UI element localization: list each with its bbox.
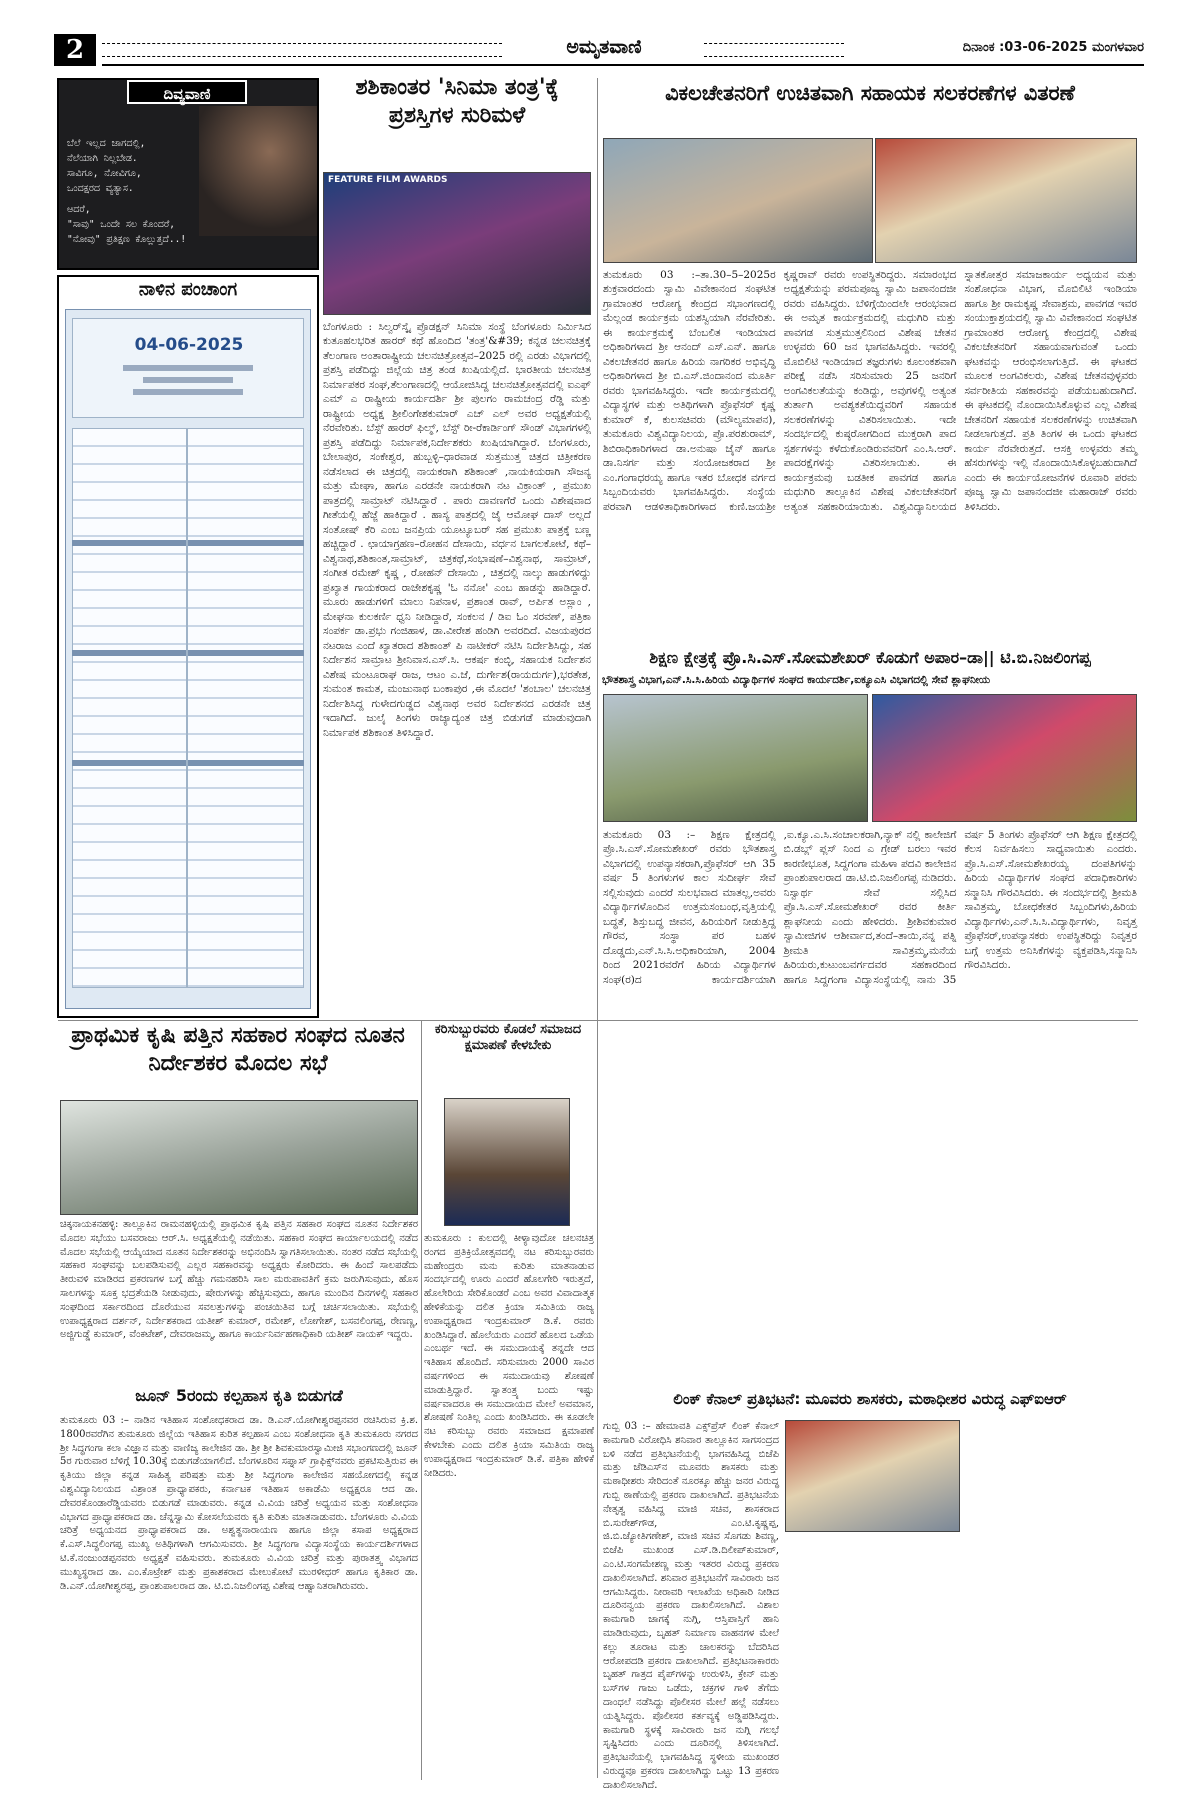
article7-body: ಗುಬ್ಬಿ 03 :– ಹೇಮಾವತಿ ಎಕ್ಸ್‌ಪ್ರೆಸ್ ಲಿಂಕ್ ಕೆನಾಲ್ ಕಾಮಗಾರಿ ವಿರೋಧಿಸಿ ಶನಿವಾರ ತಾಲ್ಲೂಕಿನ ಸಾಗಸಂದ್ರದ ಬಳಿ ನಡೆದ ಪ್ರತಿಭಟನೆಯಲ್ಲಿ ಭಾಗವಹಿಸಿದ್ದ ಬಿಜೆಪಿ ಮತ್ತು ಜೆಡಿಎಸ್‌ನ ಮೂವರು ಶಾಸಕರು ಮತ್ತು ಮಠಾಧೀಶರು ಸೇರಿದಂತೆ ನೂರಕ್ಕೂ ಹೆಚ್ಚು ಜನರ ವಿರುದ್ಧ ಗುಬ್ಬಿ ಠಾಣೆಯಲ್ಲಿ ಪ್ರಕರಣ ದಾಖಲಾಗಿದೆ. ಪ್ರತಿಭಟನೆಯ ನೇತೃತ್ವ ವಹಿಸಿದ್ದ ಮಾಜಿ ಸಚಿವ, ಶಾಸಕರಾದ ಬಿ.ಸುರೇಶ್‌ಗೌಡ, ಎಂ.ಟಿ.ಕೃಷ್ಣಪ್ಪ, ಜಿ.ಬಿ.ಜ್ಯೋತಿಗಣೇಶ್, ಮಾಜಿ ಸಚಿವ ಸೊಗಡು ಶಿವಣ್ಣ, ಬಿಜೆಪಿ ಮುಖಂಡ ಎಸ್.ಡಿ.ದಿಲೀಪ್‌ಕುಮಾರ್, ಎಂ.ಟಿ.ಸಂಗಮೇಶಣ್ಣ ಮತ್ತು ಇತರರ ವಿರುದ್ಧ ಪ್ರಕರಣ ದಾಖಲಿಸಲಾಗಿದೆ. ಶನಿವಾರ ಪ್ರತಿಭಟನೆಗೆ ಸಾವಿರಾರು ಜನ ಆಗಮಿಸಿದ್ದರು. ನೀರಾವರಿ ಇಲಾಖೆಯ ಅಧಿಕಾರಿ ನೀಡಿದ ದೂರಿನನ್ವಯ ಪ್ರಕರಣ ದಾಖಲಿಸಲಾಗಿದೆ. ವಿಶಾಲ ಕಾಮಗಾರಿ ಜಾಗಕ್ಕೆ ನುಗ್ಗಿ, ಆಸ್ತಿಪಾಸ್ತಿಗೆ ಹಾನಿ ಮಾಡಿರುವುದು, ಬೃಹತ್ ನಿರ್ಮಾಣ ವಾಹನಗಳ ಮೇಲೆ ಕಲ್ಲು ತೂರಾಟ ಮತ್ತು ಚಾಲಕರನ್ನು ಬೆದರಿಸಿದ ಆರೋಪದಡಿ ಪ್ರಕರಣ ದಾಖಲಾಗಿದೆ. ಪ್ರತಿಭಟನಾಕಾರರು ಬೃಹತ್ ಗಾತ್ರದ ಪೈಪ್‌ಗಳನ್ನು ಉರುಳಿಸಿ, ಕ್ರೇನ್ ಮತ್ತು ಬಸ್‌ಗಳ ಗಾಜು ಒಡೆದು, ಚಕ್ರಗಳ ಗಾಳಿ ತೆಗೆದು ದಾಂಧಲೆ ನಡೆಸಿದ್ದು ಪೊಲೀಸರ ಮೇಲೆ ಹಲ್ಲೆ ನಡೆಸಲು ಯತ್ನಿಸಿದ್ದರು. ಪೊಲೀಸರ ಕರ್ತವ್ಯಕ್ಕೆ ಅಡ್ಡಿಪಡಿಸಿದ್ದರು. ಕಾಮಗಾರಿ ಸ್ಥಳಕ್ಕೆ ಸಾವಿರಾರು ಜನ ನುಗ್ಗಿ ಗಲಭೆ ಸೃಷ್ಟಿಸಿದರು ಎಂದು ದೂರಿನಲ್ಲಿ ತಿಳಿಸಲಾಗಿದೆ. ಪ್ರತಿಭಟನೆಯಲ್ಲಿ ಭಾಗವಹಿಸಿದ್ದ ಸ್ಥಳೀಯ ಮುಖಂಡರ ವಿರುದ್ಧವೂ ಪ್ರಕರಣ ದಾಖಲಾಗಿದ್ದು ಒಟ್ಟು 13 ಪ್ರಕರಣ ದಾಖಲಿಸಲಾಗಿದೆ. xyxy=(603,1421,779,1791)
article3-subhead: ಭೌತಶಾಸ್ತ್ರ ವಿಭಾಗ,ಎನ್.ಸಿ.ಸಿ.ಹಿರಿಯ ವಿದ್ಯಾರ್ಥಿಗಳ ಸಂಘದ ಕಾರ್ಯದರ್ಶಿ,ಐಕ್ಯೂಎಸಿ ವಿಭಾಗದಲ್ಲಿ ಸೇವೆ ಶ್ಲಾಘನೀಯ xyxy=(602,674,991,686)
article5-portrait xyxy=(444,1098,570,1226)
photo-caption: FEATURE FILM AWARDS xyxy=(328,175,448,185)
article1-photo xyxy=(323,172,591,315)
divider xyxy=(58,1020,1138,1021)
article3-body: ತುಮಕೂರು 03 :– ಶಿಕ್ಷಣ ಕ್ಷೇತ್ರದಲ್ಲಿ ಪ್ರೊ.ಸಿ.ಎಸ್.ಸೋಮಶೇಖರ್ ರವರು ಭೌತಶಾಸ್ತ್ರ ವಿಭಾಗದಲ್ಲಿ ಉಪನ್ಯಾಸಕರಾಗಿ,ಪ್ರೊಫೆಸರ್ ಆಗಿ 35 ವರ್ಷ 5 ತಿಂಗಳುಗಳ ಕಾಲ ಸುದೀರ್ಘ ಸೇವೆ ಸಲ್ಲಿಸುವುದು ಎಂದರೆ ಸುಲಭವಾದ ಮಾತಲ್ಲ,ಅವರು ವಿದ್ಯಾರ್ಥಿಗಳೊಂದಿನ ಉತ್ತಮಸಂಬಂಧ,ವೃತ್ತಿಯಲ್ಲಿ ಬದ್ಧತೆ, ಶಿಸ್ತುಬದ್ಧ ಜೀವನ, ಹಿರಿಯರಿಗೆ ನೀಡುತ್ತಿದ್ದ ಗೌರವ, ಸಂಸ್ಥಾ ಪರ ಬಹಳ ದೊಡ್ಡದು,ಎನ್.ಸಿ.ಸಿ.ಅಧಿಕಾರಿಯಾಗಿ, 2004 ರಿಂದ 2021ರವರೆಗೆ ಹಿರಿಯ ವಿದ್ಯಾರ್ಥಿಗಳ ಸಂಘ(ರ)ದ ಕಾರ್ಯದರ್ಶಿಯಾಗಿ ,ಐ.ಕ್ಯೂ.ಎ.ಸಿ.ಸಂಚಾಲಕರಾಗಿ,ನ್ಯಾಕ್ ನಲ್ಲಿ ಕಾಲೇಜಿಗೆ ಬಿ.ಡಬ್ಲ್ ಪ್ಲಸ್ ನಿಂದ ಎ ಗ್ರೇಡ್ ಬರಲು ಇವರ ಕಾರಣೀಭೂತ, ಸಿದ್ದಗಂಗಾ ಮಹಿಳಾ ಪದವಿ ಕಾಲೇಜಿನ ಪ್ರಾಂಶುಪಾಲರಾದ ಡಾ.ಟಿ.ಬಿ.ನಿಜಲಿಂಗಪ್ಪ ನುಡಿದರು. ನಿಸ್ವಾರ್ಥ ಸೇವೆ ಸಲ್ಲಿಸಿದ ಪ್ರೊ.ಸಿ.ಎಸ್.ಸೋಮಶೇಖರ್ ರವರ ಕೀರ್ತಿ ಶ್ಲಾಘನೀಯ ಎಂದು ಹೇಳಿದರು. ಶ್ರೀಶಿವಕುಮಾರ ಸ್ವಾಮೀಜಿಗಳ ಆಶೀರ್ವಾದ,ತಂದೆ–ತಾಯಿ,ನನ್ನ ಪತ್ನಿ ಶ್ರೀಮತಿ ಸಾವಿತ್ರಮ್ಮ,ಮನೆಯ ಹಿರಿಯರು,ಕುಟುಂಬವರ್ಗದವರ ಸಹಕಾರದಿಂದ ಹಾಗೂ ಸಿದ್ದಗಂಗಾ ವಿದ್ಯಾಸಂಸ್ಥೆಯಲ್ಲಿ ನಾನು 35 ವರ್ಷ 5 ತಿಂಗಳು ಪ್ರೊಫೆಸರ್ ಆಗಿ ಶಿಕ್ಷಣ ಕ್ಷೇತ್ರದಲ್ಲಿ ಕೆಲಸ ನಿರ್ವಹಿಸಲು ಸಾಧ್ಯವಾಯಿತು ಎಂದರು. ಪ್ರೊ.ಸಿ.ಎಸ್.ಸೋಮಶೇಖರಯ್ಯ ದಂಪತಿಗಳನ್ನು ಹಿರಿಯ ವಿದ್ಯಾರ್ಥಿಗಳ ಸಂಘದ ಪದಾಧಿಕಾರಿಗಳು ಸನ್ಮಾನಿಸಿ ಗೌರವಿಸಿದರು. ಈ ಸಂದರ್ಭದಲ್ಲಿ ಶ್ರೀಮತಿ ಸಾವಿತ್ರಮ್ಮ, ಬೋಧಕೇತರ ಸಿಬ್ಬಂದಿಗಳು,ಹಿರಿಯ ವಿದ್ಯಾರ್ಥಿಗಳು,ಎನ್.ಸಿ.ಸಿ.ವಿದ್ಯಾರ್ಥಿಗಳು, ನಿವೃತ್ತ ಪ್ರೊಫೆಸರ್,ಉಪನ್ಯಾಸಕರು ಉಪಸ್ಥಿತರಿದ್ದು ನಿವೃತ್ತರ ಬಗ್ಗೆ ಉತ್ತಮ ಅನಿಸಿಕೆಗಳನ್ನು ವ್ಯಕ್ತಪಡಿಸಿ,ಸನ್ಮಾನಿಸಿ ಗೌರವಿಸಿದರು. xyxy=(603,829,1137,986)
article5-headline: ಕರಿಸುಬ್ಬುರವರು ಕೊಡಲೆ ಸಮಾಜದ ಕ್ಷಮಾಪಣೆ ಕೇಳಬೇಕು xyxy=(434,1022,582,1054)
page-number: 2 xyxy=(54,34,96,66)
article6-body: ತುಮಕೂರು 03 :– ನಾಡಿನ ಇತಿಹಾಸ ಸಂಶೋಧಕರಾದ ಡಾ. ಡಿ.ಎನ್.ಯೋಗೀಶ್ವರಪ್ಪನವರ ರಚಿಸಿರುವ ಕ್ರಿ.ಶ. 1800ರವರೆಗಿನ ತುಮಕೂರು ಜಿಲ್ಲೆಯ ಇತಿಹಾಸ ಕುರಿತ ಕಲ್ಪಹಾಸ ಎಂಬ ಸಂಶೋಧನಾ ಕೃತಿ ತುಮಕೂರು ನಗರದ ಶ್ರೀ ಸಿದ್ಧಗಂಗಾ ಕಲಾ ವಿಜ್ಞಾನ ಮತ್ತು ವಾಣಿಜ್ಯ ಕಾಲೇಜಿನ ಡಾ. ಶ್ರೀ ಶ್ರೀ ಶಿವಕುಮಾರಸ್ವಾಮೀಜಿ ಸಭಾಂಗಣದಲ್ಲಿ ಜೂನ್ 5ರ ಗುರುವಾರ ಬೆಳಿಗ್ಗೆ 10.30ಕ್ಕೆ ಬಿಡುಗಡೆಯಾಗಲಿದೆ. ಬೆಂಗಳೂರಿನ ಸಪ್ನಾಸ್ ಗ್ರಾಫಿಕ್ಸ್‌ನವರು ಪ್ರಕಟಿಸುತ್ತಿರುವ ಈ ಕೃತಿಯು ಜಿಲ್ಲಾ ಕನ್ನಡ ಸಾಹಿತ್ಯ ಪರಿಷತ್ತು ಮತ್ತು ಶ್ರೀ ಸಿದ್ಧಗಂಗಾ ಕಾಲೇಜಿನ ಸಹಯೋಗದಲ್ಲಿ ಕನ್ನಡ ವಿಶ್ವವಿದ್ಯಾನಿಲಯದ ವಿಶ್ರಾಂತ ಪ್ರಾಧ್ಯಾಪಕರು, ಕರ್ನಾಟಕ ಇತಿಹಾಸ ಅಕಾಡೆಮಿ ಅಧ್ಯಕ್ಷರೂ ಆದ ಡಾ. ದೇವರಕೊಂಡಾರೆಡ್ಡಿಯವರು ಬಿಡುಗಡೆ ಮಾಡುವರು. ಕನ್ನಡ ವಿ.ವಿಯ ಚರಿತ್ರೆ ಅಧ್ಯಯನ ಮತ್ತು ಸಂಶೋಧನಾ ವಿಭಾಗದ ಪ್ರಾಧ್ಯಾಪಕರಾದ ಡಾ. ಚೆನ್ನಸ್ವಾಮಿ ಕೋಸಲೆಯವರು ಕೃತಿ ಕುರಿತು ಮಾತನಾಡುವರು. ಬೆಂಗಳೂರು ವಿ.ವಿಯ ಚರಿತ್ರೆ ಅಧ್ಯಯನದ ಪ್ರಾಧ್ಯಾಪಕರಾದ ಡಾ. ಅಶ್ವತ್ಥನಾರಾಯಣ ಹಾಗೂ ಜಿಲ್ಲಾ ಕಸಾಪ ಅಧ್ಯಕ್ಷರಾದ ಕೆ.ಎಸ್.ಸಿದ್ಧಲಿಂಗಪ್ಪ ಮುಖ್ಯ ಅತಿಥಿಗಳಾಗಿ ಆಗಮಿಸುವರು. ಶ್ರೀ ಸಿದ್ಧಗಂಗಾ ವಿದ್ಯಾಸಂಸ್ಥೆಯ ಕಾರ್ಯದರ್ಶಿಗಳಾದ ಟಿ.ಕೆ.ನಂಜುಂಡಪ್ಪನವರು ಅಧ್ಯಕ್ಷತೆ ವಹಿಸುವರು. ತುಮಕೂರು ವಿ.ವಿಯ ಚರಿತ್ರೆ ಮತ್ತು ಪುರಾತತ್ತ್ವ ವಿಭಾಗದ ಮುಖ್ಯಸ್ಥರಾದ ಡಾ. ಎಂ.ಕೊಟ್ರೇಶ್ ಮತ್ತು ಪ್ರಕಾಶಕರಾದ ಮೇಲುಕೋಟೆ ಮುರಳೀಧರ್ ಹಾಗೂ ಕೃತಿಕಾರ ಡಾ. ಡಿ.ಎನ್.ಯೋಗೀಶ್ವರಪ್ಪ, ಪ್ರಾಂಶುಪಾಲರಾದ ಡಾ. ಟಿ.ಬಿ.ನಿಜಲಿಂಗಪ್ಪ ವಿಶೇಷ ಆಹ್ವಾನಿತರಾಗಿರುವರು. xyxy=(60,1415,418,1592)
article2-body: ತುಮಕೂರು 03 :–ತಾ.30–5–2025ರ ಶುಕ್ರವಾರದಂದು ಸ್ವಾಮಿ ವಿವೇಕಾನಂದ ಸಂಘಟಿತ ಗ್ರಾಮಾಂತರ ಆರೋಗ್ಯ ಕೇಂದ್ರದ ಸಭಾಂಗಣದಲ್ಲಿ ಮೆಲ್ಲಂಡ ಕಾರ್ಯಕ್ರಮ ಯಶಸ್ವಿಯಾಗಿ ನೆರವೇರಿತು. ಈ ಕಾರ್ಯಕ್ರಮಕ್ಕೆ ಬೆಂಬಲಿತ ಇಂಡಿಯಾದ ಅಧಿಕಾರಿಗಳಾದ ಶ್ರೀ ಆನಂದ್ ಎಸ್.ಎನ್. ಹಾಗೂ ವಿಕಲಚೇತನರ ಹಾಗೂ ಹಿರಿಯ ನಾಗರಿಕರ ಅಭಿವೃದ್ಧಿ ಅಧಿಕಾರಿಗಳಾದ ಶ್ರೀ ಬಿ.ಎಸ್.ಜಿಂದಾನಂದ ಮೂರ್ತಿ ರವರು ಭಾಗವಹಿಸಿದ್ದರು. ಇದೇ ಕಾರ್ಯಕ್ರಮದಲ್ಲಿ ವಿದ್ಯಾಸ್ಥಗಳ ಮತ್ತು ಅತಿಥಿಗಳಾಗಿ ಪ್ರೊಫೆಸರ್ ಕೃಷ್ಣ ಕುಮಾರ್ ಕೆ, ಕುಲಸಚಿವರು (ಮೌಲ್ಯಮಾಪನ), ತುಮಕೂರು ವಿಶ್ವವಿದ್ಯಾನಿಲಯ, ಪ್ರೊ.ಪರಶುರಾಮ್, ಶಿಬಿರಾಧಿಕಾರಿಗಳಾದ ಡಾ.ಅನುಷಾ ಜೈನ್ ಹಾಗೂ ಡಾ.ನಿಸರ್ಗ ಮತ್ತು ಸಂಯೋಜಕರಾದ ಶ್ರೀ ಎಂ.ಗಂಗಾಧರಯ್ಯ ಹಾಗೂ ಇತರ ಬೋಧಕ ವರ್ಗದ ಸಿಬ್ಬಂದಿಯವರು ಭಾಗವಹಿಸಿದ್ದರು. ಸಂಸ್ಥೆಯ ಪರವಾಗಿ ಆಡಳಿತಾಧಿಕಾರಿಗಳಾದ ಕುಣಿ.ಜಯಶ್ರೀ ಕೃಷ್ಣರಾವ್ ರವರು ಉಪಸ್ಥಿತರಿದ್ದರು. ಸಮಾರಂಭದ ಅಧ್ಯಕ್ಷತೆಯನ್ನು ಪರಮಪೂಜ್ಯ ಸ್ವಾಮಿ ಜಪಾನಂದಜೀ ರವರು ವಹಿಸಿದ್ದರು. ಬೆಳಿಗ್ಗೆಯಿಂದಲೇ ಆರಂಭವಾದ ಈ ಅಮೃತ ಕಾರ್ಯಕ್ರಮದಲ್ಲಿ ಮಧುಗಿರಿ ಮತ್ತು ಪಾವಗಡ ಸುತ್ತಮುತ್ತಲಿನಿಂದ ವಿಶೇಷ ಚೇತನ ಉಳ್ಳವರು 60 ಜನ ಭಾಗವಹಿಸಿದ್ದರು. ಇವರಲ್ಲಿ ಮೊಬಿಲಿಟಿ ಇಂಡಿಯಾದ ತಜ್ಞರುಗಳು ಕೂಲಂಕಶವಾಗಿ ಪರೀಕ್ಷೆ ನಡೆಸಿ ಸರಿಸುಮಾರು 25 ಜನರಿಗೆ ಅಂಗವಿಕಲತೆಯನ್ನು ಕಂಡಿದ್ದು, ಅವುಗಳಲ್ಲಿ ಅತ್ಯಂತ ತುರ್ತಾಗಿ ಅವಶ್ಯಕತೆಯಿದ್ದವರಿಗೆ ಸಹಾಯಕ ಸಲಕರಣೆಗಳನ್ನು ವಿತರಿಸಲಾಯಿತು. ಇದೇ ಸಂದರ್ಭದಲ್ಲಿ ಕುಷ್ಠರೋಗದಿಂದ ಮುಕ್ತರಾಗಿ ಪಾದ ಸ್ಪರ್ಶಗಳನ್ನು ಕಳೆದುಕೊಂಡಿರುವವರಿಗೆ ಎಂ.ಸಿ.ಆರ್. ಪಾದರಕ್ಷೆಗಳನ್ನು ವಿತರಿಸಲಾಯಿತು. ಈ ಕಾರ್ಯಕ್ರಮವು ಬಡತೀಕ ಪಾವಗಡ ಹಾಗೂ ಮಧುಗಿರಿ ತಾಲ್ಲೂಕಿನ ವಿಶೇಷ ವಿಕಲಚೇತನರಿಗೆ ಅತ್ಯಂತ ಸಹಕಾರಿಯಾಯಿತು. ವಿಶ್ವವಿದ್ಯಾನಿಲಯದ ಸ್ನಾತಕೋತ್ತರ ಸಮಾಜಕಾರ್ಯ ಅಧ್ಯಯನ ಮತ್ತು ಸಂಶೋಧನಾ ವಿಭಾಗ, ಮೊಬಿಲಿಟಿ ಇಂಡಿಯಾ ಹಾಗೂ ಶ್ರೀ ರಾಮಕೃಷ್ಣ ಸೇವಾಶ್ರಮ, ಪಾವಗಡ ಇವರ ಸಂಯುಕ್ತಾಶ್ರಯದಲ್ಲಿ ಸ್ವಾಮಿ ವಿವೇಕಾನಂದ ಸಂಘಟಿತ ಗ್ರಾಮಾಂತರ ಆರೋಗ್ಯ ಕೇಂದ್ರದಲ್ಲಿ ವಿಶೇಷ ವಿಕಲಚೇತನರಿಗೆ ಸಹಾಯವಾಗುವಂತೆ ಒಂದು ಘಟಕವನ್ನು ಆರಂಭಿಸಲಾಗುತ್ತಿದೆ. ಈ ಘಟಕದ ಮೂಲಕ ಅಂಗವಿಕಲರು, ವಿಶೇಷ ಚೇತನವುಳ್ಳವರು ಸರ್ವರೀತಿಯ ಸಹಕಾರವನ್ನು ಪಡೆಯಬಹುದಾಗಿದೆ. ಈ ಘಟಕದಲ್ಲಿ ನೊಂದಾಯಿಸಿಕೊಳ್ಳುವ ಎಲ್ಲ ವಿಶೇಷ ಚೇತನರಿಗೆ ಸಹಾಯಕ ಸಲಕರಣೆಗಳನ್ನು ಉಚಿತವಾಗಿ ನೀಡಲಾಗುತ್ತದೆ. ಪ್ರತಿ ತಿಂಗಳ ಈ ಒಂದು ಘಟಕದ ಕಾರ್ಯ ನೆರವೇರುತ್ತದೆ. ಆಸಕ್ತಿ ಉಳ್ಳವರು ತಮ್ಮ ಹೆಸರುಗಳನ್ನು ಇಲ್ಲಿ ನೊಂದಾಯಿಸಿಕೊಳ್ಳಬಹುದಾಗಿದೆ ಎಂದು ಈ ಕಾರ್ಯಯೋಜನೆಗಳ ರೂವಾರಿ ಪರಮ ಪೂಜ್ಯ ಸ್ವಾಮಿ ಜಪಾನಂದಜೀ ಮಹಾರಾಜ್ ರವರು ತಿಳಿಸಿದರು. xyxy=(603,269,1137,513)
article2-headline: ವಿಕಲಚೇತನರಿಗೆ ಉಚಿತವಾಗಿ ಸಹಾಯಕ ಸಲಕರಣೆಗಳ ವಿತರಣೆ xyxy=(665,81,1075,105)
article2-photo-left xyxy=(603,138,873,263)
article5-body: ತುಮಕೂರು : ಕುಲದಲ್ಲಿ ಕೀಳ್ಯಾವುದೋ ಚಲನಚಿತ್ರ ರಂಗದ ಪ್ರತಿಕ್ರಿಯೋತ್ಸವದಲ್ಲಿ ನಟ ಕರಿಸುಬ್ಬುರವರು ಮಹೇಂದ್ರರು ಮನು ಕುರಿತು ಮಾತನಾಡುವ ಸಂದರ್ಭದಲ್ಲಿ ಊರು ಎಂದರೆ ಹೊಲಗೇರಿ ಇರುತ್ತದೆ, ಹೊಲೇರಿಯ ಸೇರಿಕೊಂಡರೆ ಎಂಬ ಅವರ ವಿವಾದಾತ್ಮಕ ಹೇಳಿಕೆಯನ್ನು ದಲಿತ ಕ್ರಿಯಾ ಸಮಿತಿಯ ರಾಜ್ಯ ಉಪಾಧ್ಯಕ್ಷರಾದ ಇಂದ್ರಕುಮಾರ್ ಡಿ.ಕೆ. ರವರು ಖಂಡಿಸಿದ್ದಾರೆ. ಹೊಲೆಯರು ಎಂದರೆ ಹೊಲದ ಒಡೆಯ ಎಂಬರ್ಥ ಇದೆ. ಈ ಸಮುದಾಯಕ್ಕೆ ತನ್ನದೇ ಆದ ಇತಿಹಾಸ ಹೊಂದಿದೆ. ಸರಿಸುಮಾರು 2000 ಸಾವಿರ ವರ್ಷಗಳಿಂದ ಈ ಸಮುದಾಯವು ಶೋಷಣೆ ಮಾಡುತ್ತಿದ್ದಾರೆ. ಸ್ವಾತಂತ್ರ್ಯ ಬಂದು ಇಷ್ಟು ವರ್ಷವಾದರೂ ಈ ಸಮುದಾಯದ ಮೇಲೆ ಅವಮಾನ, ಶೋಷಣೆ ನಿಂತಿಲ್ಲ ಎಂದು ಖಂಡಿಸಿದರು. ಈ ಕೂಡಲೇ ನಟ ಕರಿಸುಬ್ಬು ರವರು ಸಮಾಜದ ಕ್ಷಮಾಪಣೆ ಕೇಳಬೇಕು ಎಂದು ದಲಿತ ಕ್ರಿಯಾ ಸಮಿತಿಯ ರಾಜ್ಯ ಉಪಾಧ್ಯಕ್ಷರಾದ ಇಂದ್ರಕುಮಾರ್ ಡಿ.ಕೆ. ಪತ್ರಿಕಾ ಹೇಳಿಕೆ ನೀಡಿದರು. xyxy=(424,1233,594,1479)
date-line: ದಿನಾಂಕ :03-06-2025 ಮಂಗಳವಾರ xyxy=(962,40,1144,55)
article3-photo-left xyxy=(603,694,868,822)
divider xyxy=(597,78,598,1778)
divider xyxy=(421,1020,422,1780)
panchanga-chart xyxy=(65,309,311,1009)
article1-body: ಬೆಂಗಳೂರು : ಸಿಲ್ವರ್‌ಸ್ಕೈ ಪ್ರೊಡಕ್ಷನ್ ಸಿನಿಮಾ ಸಂಸ್ಥೆ ಬೆಂಗಳೂರು ನಿರ್ಮಿಸಿದ ಕುತೂಹಲಭರಿತ ಹಾರರ್ ಕಥೆ ಹೊಂದಿದ 'ತಂತ್ರ'&#39; ಕನ್ನಡ ಚಲನಚಿತ್ರಕ್ಕೆ ತೆಲಂಗಾಣ ಅಂತಾರಾಷ್ಟ್ರೀಯ ಚಲನಚಿತ್ರೋತ್ಸವ–2025 ರಲ್ಲಿ ಎರಡು ವಿಭಾಗದಲ್ಲಿ ಪ್ರಶಸ್ತಿ ಪಡೆದಿದ್ದು ಜಿಲ್ಲೆಯ ಚಿತ್ರ ತಂಡ ಖುಷಿಯಲ್ಲಿದೆ. ಭಾರತೀಯ ಚಲನಚಿತ್ರ ನಿರ್ಮಾಪಕರ ಸಂಘ,ತೆಲಂಗಾಣದಲ್ಲಿ ಆಯೋಜಿಸಿದ್ದ ಚಲನಚಿತ್ರೋತ್ಸವದಲ್ಲಿ ಐಎಫ್ ಎಮ್ ಎ ರಾಷ್ಟ್ರೀಯ ಕಾರ್ಯದರ್ಶಿ ಶ್ರೀ ಪುಲಗಂ ರಾಮಚಂದ್ರ ರೆಡ್ಡಿ ಮತ್ತು ರಾಷ್ಟ್ರೀಯ ಅಧ್ಯಕ್ಷ ಶ್ರೀಲಿಂಗೇಶಕುಮಾರ್ ಎಚ್ ಎಲ್ ಅವರ ಅಧ್ಯಕ್ಷತೆಯಲ್ಲಿ ನೆರವೇರಿತು. ಬೆಸ್ಟ್ ಹಾರರ್ ಫಿಲ್ಮ್, ಬೆಸ್ಟ್ ರೀ-ರೆಕಾರ್ಡಿಂಗ್ ಸೌಂಡ್ ವಿಭಾಗಗಳಲ್ಲಿ ಪ್ರಶಸ್ತಿ ಪಡೆದಿದ್ದು ನಿರ್ಮಾಪಕ,ನಿರ್ದೇಶಕರು ಖುಷಿಯಾಗಿದ್ದಾರೆ. ಬೆಂಗಳೂರು, ಬೇಲಾಪುರ, ಸಂಕೇಶ್ವರ, ಹುಬ್ಬಳ್ಳಿ–ಧಾರವಾಡ ಸುತ್ತಮುತ್ತ ಚಿತ್ರದ ಚಿತ್ರೀಕರಣ ನಡೆಸಲಾದ ಈ ಚಿತ್ರದಲ್ಲಿ ನಾಯಕರಾಗಿ ಶಶಿಕಾಂತ್ ,ನಾಯಕಿಯರಾಗಿ ಸೌಜನ್ಯ ಮತ್ತು ಮೇಘಾ, ಹಾಗೂ ಎರಡನೇ ನಾಯಕರಾಗಿ ನಟ ವಿಕ್ರಾಂತ್ , ಪ್ರಮುಖ ಪಾತ್ರದಲ್ಲಿ ಸಾಮ್ರಾಟ್ ನಟಿಸಿದ್ದಾರೆ . ಪಾರು ದಾವಣಗೆರೆ ಒಂದು ವಿಶೇಷವಾದ ಗೀತೆಯಲ್ಲಿ ಹೆಜ್ಜೆ ಹಾಕಿದ್ದಾರೆ . ಹಾಸ್ಯ ಪಾತ್ರದಲ್ಲಿ ಜೈ ಆಮೋಘ ದಾಸ್ ಅಲ್ಲದೆ ಸಂತೋಷ್ ಕೆರಿ ಎಂಬ ಜನಪ್ರಿಯ ಯೂಟ್ಯೂಬರ್ ಸಹ ಪ್ರಮುಖ ಪಾತ್ರಕ್ಕೆ ಬಣ್ಣ ಹಚ್ಚಿದ್ದಾರೆ . ಛಾಯಾಗ್ರಹಣ–ರೋಹನ ದೇಸಾಯಿ, ವರ್ಧನ ಬಾಗಲಕೋಟೆ, ಕಥೆ– ವಿಶ್ವನಾಥ,ಶಶಿಕಾಂತ,ಸಾಮ್ರಾಟ್, ಚಿತ್ರಕಥೆ,ಸಂಭಾಷಣೆ–ವಿಶ್ವನಾಥ, ಸಾಮ್ರಾಟ್, ಸಂಗೀತ ರಮೇಶ್ ಕೃಷ್ಣ , ರೋಹನ್ ದೇಸಾಯಿ , ಚಿತ್ರದಲ್ಲಿ ನಾಲ್ಕು ಹಾಡುಗಳಿದ್ದು ಪ್ರಖ್ಯಾತ ಗಾಯಕರಾದ ರಾಜೇಶಕೃಷ್ಣ 'ಓ ನನೋ' ಎಂಬ ಹಾಡನ್ನು ಹಾಡಿದ್ದಾರೆ. ಮೂರು ಹಾಡುಗಳಿಗೆ ಮಾಲು ನಿಪನಾಳ, ಪ್ರಶಾಂತ ರಾವ್, ಅರ್ಪಿತ ಅಸ್ಲಾಂ , ಮೇಘನಾ ಕುಲಕರ್ಣಿ ಧ್ವನಿ ನೀಡಿದ್ದಾರೆ, ಸಂಕಲನ / ಡಿಐ ಓಂ ಸರವಣ್, ಪತ್ರಿಕಾ ಸಂಪರ್ಕ ಡಾ.ಪ್ರಭು ಗಂಜಿಹಾಳ, ಡಾ.ವೀರೇಶ ಹಂಡಿಗಿ ಅವರದಿದೆ. ವಿಜಯಪುರದ ನಟರಾಜ ಎಂದೆ ಖ್ಯಾತರಾದ ಶಶಿಕಾಂತ್ ಪಿ ನಾಟೀಕರ್ ನಟಿಸಿ ನಿರ್ದೇಶಿಸಿದ್ದು, ಸಹ ನಿರ್ದೇಶನ ಸಾಮ್ರಾಟ ಶ್ರೀನಿವಾಸ.ಎಸ್.ಸಿ. ಆಕರ್ಷ ಕಂಬ್ಳಿ, ಸಹಾಯಕ ನಿರ್ದೇಶನ ವಿಶೇಷ ಮಂಟೂರಾಘ ರಾಜ, ಆಟಂ ಎ.ಜೆ, ದುರ್ಗೇಶ(ರಾಯದುರ್ಗ),ಭರತೇಶ, ಸುಮಂತ ಕಾಮತ, ಮಂಜುನಾಥ ಬಂಕಾಪುರ ,ಈ ಮೊದಲೆ 'ಶಂಬಾಲ' ಚಲನಚಿತ್ರ ನಿರ್ದೇಶಿಸಿದ್ದ ಗುಳೇದಗುಡ್ಡದ ವಿಶ್ವನಾಥ ಅವರ ನಿರ್ದೇಶನದ ಎರಡನೇ ಚಿತ್ರ ಇದಾಗಿದೆ. ಜುಲೈ ತಿಂಗಳು ರಾಜ್ಯಾದ್ಯಂತ ಚಿತ್ರ ಬಿಡುಗಡೆ ಮಾಡುವುದಾಗಿ ನಿರ್ಮಾಪಕ ಶಶಿಕಾಂತ ತಿಳಿಸಿದ್ದಾರೆ. xyxy=(323,321,591,739)
panchanga-box xyxy=(57,275,319,1018)
article3-headline: ಶಿಕ್ಷಣ ಕ್ಷೇತ್ರಕ್ಕೆ ಪ್ರೊ.ಸಿ.ಎಸ್.ಸೋಮಶೇಖರ್ ಕೊಡುಗೆ ಅಪಾರ–ಡಾ|| ಟಿ.ಬಿ.ನಿಜಲಿಂಗಪ್ಪ xyxy=(649,648,1091,667)
divyavani-box xyxy=(57,78,319,270)
article1-headline: ಶಶಿಕಾಂತರ 'ಸಿನಿಮಾ ತಂತ್ರ'ಕ್ಕೆ ಪ್ರಶಸ್ತಿಗಳ ಸುರಿಮಳೆ xyxy=(355,75,559,128)
article4-photo xyxy=(60,1100,418,1215)
panchanga-date: 04-06-2025 xyxy=(134,335,244,355)
quote-text: ಬೆಲೆ ಇಲ್ಲದ ಜಾಗದಲ್ಲಿ, ನೆಲೆಯಾಗಿ ನಿಲ್ಲಬೇಡ. ಸಾವಿಗೂ, ನೋವಿಗೂ, ಒಂದಕ್ಷರದ ವ್ಯತ್ಯಾಸ. ಆದರೆ, "ಸಾವು" ಒಂದೇ ಸಲ ಕೊಂದರೆ, "ನೋವು" ಪ್ರತಿಕ್ಷಣ ಕೊಲ್ಲುತ್ತದೆ..! xyxy=(67,138,187,245)
article3-photo-right xyxy=(872,694,1137,822)
panchanga-title: ನಾಳಿನ ಪಂಚಾಂಗ xyxy=(138,279,238,300)
paper-name: ಅಮೃತವಾಣಿ xyxy=(566,36,642,58)
article4-body: ಚಿಕ್ಕನಾಯಕನಹಳ್ಳಿ: ತಾಲ್ಲೂಕಿನ ರಾಮನಹಳ್ಳಿಯಲ್ಲಿ ಪ್ರಾಥಮಿಕ ಕೃಷಿ ಪತ್ತಿನ ಸಹಕಾರ ಸಂಘದ ನೂತನ ನಿರ್ದೇಶಕರ ಮೊದಲ ಸಭೆಯು ಬಸವರಾಜು ಆರ್.ಸಿ. ಅಧ್ಯಕ್ಷತೆಯಲ್ಲಿ ನಡೆಯಿತು. ಸಹಕಾರ ಸಂಘದ ಕಾರ್ಯಾಲಯದಲ್ಲಿ ನಡೆದ ಮೊದಲ ಸಭೆಯಲ್ಲಿ ಆಯ್ಕೆಯಾದ ನೂತನ ನಿರ್ದೇಶಕರನ್ನು ಅಭಿನಂದಿಸಿ ಸ್ವಾಗತಿಸಲಾಯಿತು. ನಂತರ ನಡೆದ ಸಭೆಯಲ್ಲಿ ಸಹಕಾರ ಸಂಘವನ್ನು ಬಲಪಡಿಸುವಲ್ಲಿ ಎಲ್ಲರ ಸಹಕಾರವನ್ನು ಅಧ್ಯಕ್ಷರು ಕೋರಿದರು. ಈ ಹಿಂದೆ ಸಾಲಪಡೆದು ತೀರುವಳಿ ಮಾಡಿರದ ಪ್ರಕರಣಗಳ ಬಗ್ಗೆ ಹೆಚ್ಚು ಗಮನಹರಿಸಿ ಸಾಲ ಮರುಪಾವತಿಗೆ ಕ್ರಮ ಜರುಗಿಸುವುದು, ಹೊಸ ಸಾಲಗಳನ್ನು ಸೂಕ್ತ ಭದ್ರತೆಯಡಿ ನೀಡುವುದು, ಷೇರುಗಳನ್ನು ಹೆಚ್ಚಿಸುವುದು, ಹಾಗೂ ಮುಂದಿನ ದಿನಗಳಲ್ಲಿ ಸಹಕಾರ ಸಂಘದಿಂದ ಸರ್ಕಾರದಿಂದ ದೊರೆಯುವ ಸವಲತ್ತುಗಳನ್ನು ಪಂಚಯಿತಿವ ಬಗ್ಗೆ ಚರ್ಚಿಸಲಾಯಿತು. ಸಭೆಯಲ್ಲಿ ಉಪಾಧ್ಯಕ್ಷರಾದ ದರ್ಶನ್, ನಿರ್ದೇಶಕರಾದ ಯತೀಶ್ ಕುಮಾರ್, ರಮೇಶ್, ಲೋಗೇಶ್, ಬಸವಲಿಂಗಪ್ಪ, ರೇಣಣ್ಣ, ಅಜ್ಜಿಗುಡ್ಡೆ ಕುಮಾರ್, ವೆಂಕಟೇಶ್, ದೇವರಾಜಮ್ಮ, ಹಾಗೂ ಕಾರ್ಯನಿರ್ವಹಣಾಧಿಕಾರಿ ಯತೀಶ್ ನಾಯಕ್ ಇದ್ದರು. xyxy=(60,1219,418,1341)
article6-headline: ಜೂನ್ 5ರಂದು ಕಲ್ಪಹಾಸ ಕೃತಿ ಬಿಡುಗಡೆ xyxy=(135,1386,343,1405)
article4-headline: ಪ್ರಾಥಮಿಕ ಕೃಷಿ ಪತ್ತಿನ ಸಹಕಾರ ಸಂಘದ ನೂತನ ನಿರ್ದೇಶಕರ ಮೊದಲ ಸಭೆ xyxy=(71,1023,405,1076)
article7-headline: ಲಿಂಕ್ ಕೆನಾಲ್ ಪ್ರತಿಭಟನೆ: ಮೂವರು ಶಾಸಕರು, ಮಠಾಧೀಶರ ವಿರುದ್ಧ ಎಫ್‌ಐಆರ್ xyxy=(673,1390,1067,1408)
article7-photo xyxy=(785,1420,960,1532)
article7-body-cont xyxy=(966,1420,1138,1780)
article2-photo-right xyxy=(875,138,1137,263)
divyavani-title: ದಿವ್ಯವಾಣಿ xyxy=(127,80,247,104)
page-header xyxy=(54,34,1144,66)
